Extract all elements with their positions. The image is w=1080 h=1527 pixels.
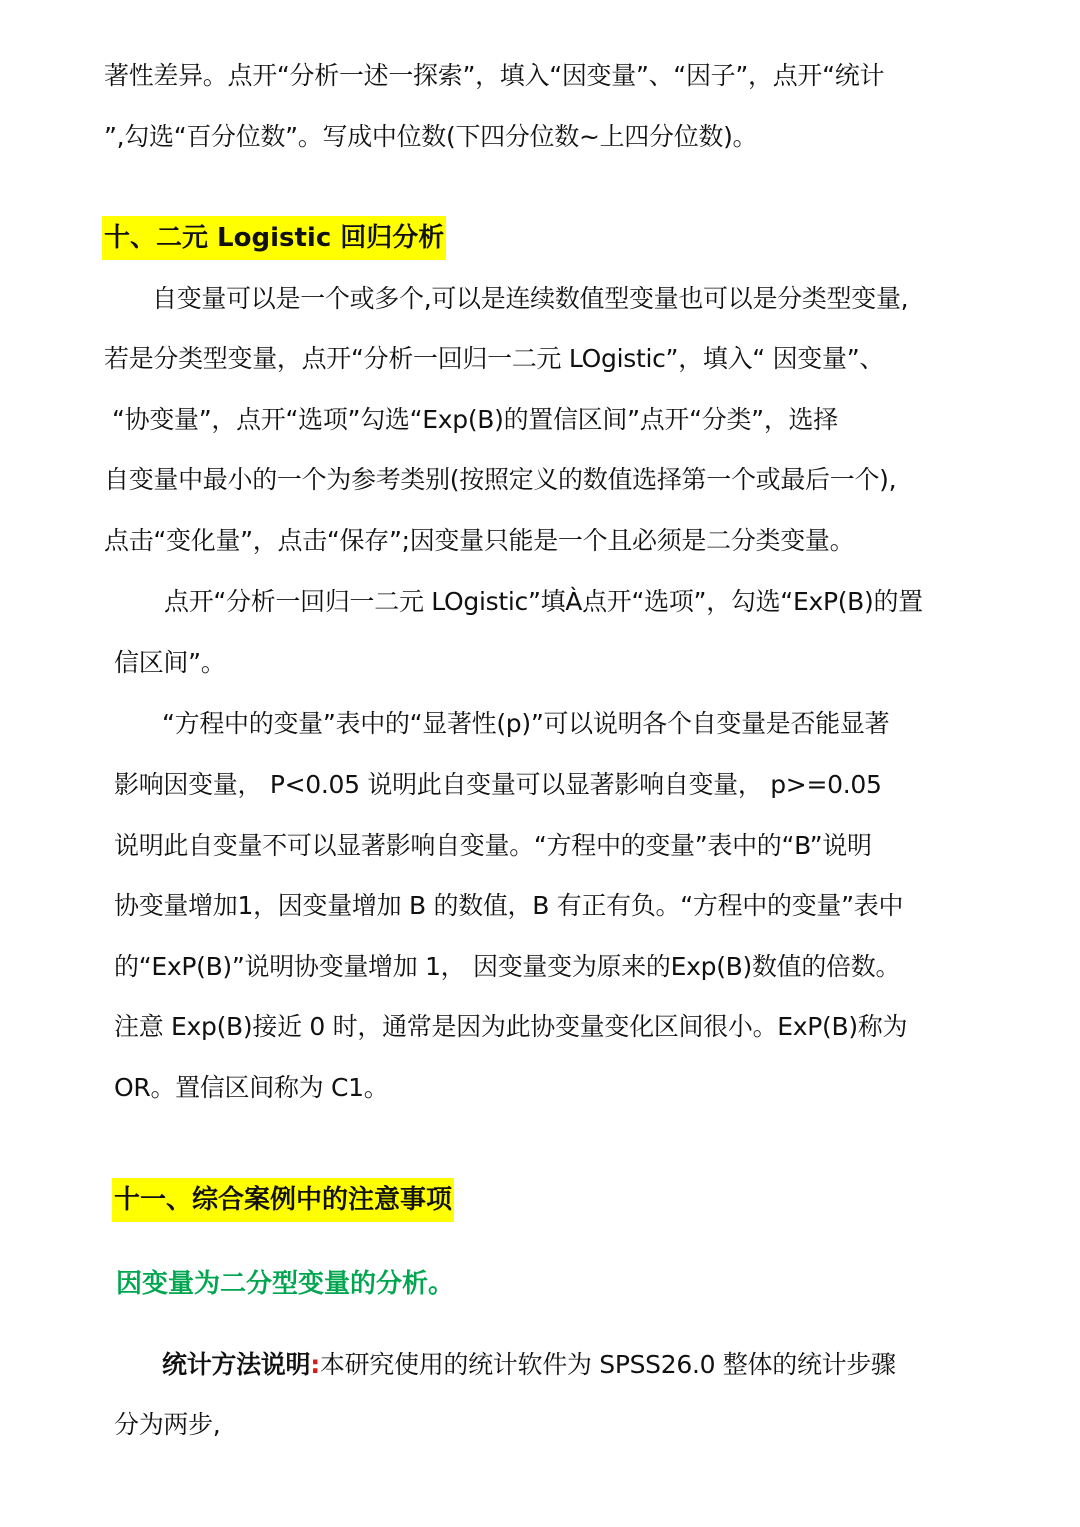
method-label: 统计方法说明 <box>162 1350 311 1379</box>
paragraph-line: 自变量中最小的一个为参考类别(按照定义的数值选择第一个或最后一个), <box>104 465 897 494</box>
paragraph-line: 影响因变量， P<0.05 说明此自变量可以显著影响自变量， p>=0.05 <box>114 770 882 799</box>
paragraph-line: 若是分类型变量，点开“分析一回归一二元 LOgistic”，填入“ 因变量”、 <box>104 344 885 373</box>
paragraph-line: “方程中的变量”表中的“显著性(p)”可以说明各个自变量是否能显著 <box>162 709 890 738</box>
paragraph-line: OR。置信区间称为 C1。 <box>114 1073 389 1102</box>
section-11-heading: 十一、综合案例中的注意事项 <box>112 1178 454 1222</box>
paragraph-line: 著性差异。点开“分析一述一探索”，填入“因变量”、“因子”，点开“统计 <box>104 61 885 90</box>
section-10-heading: 十、二元 Logistic 回归分析 <box>102 216 446 260</box>
section-11-subheading: 因变量为二分型变量的分析。 <box>116 1269 455 1299</box>
paragraph-line: ”,勾选“百分位数”。写成中位数(下四分位数~上四分位数)。 <box>104 122 758 151</box>
paragraph-line: 信区间”。 <box>114 648 226 677</box>
paragraph-line: 分为两步, <box>114 1410 221 1439</box>
method-colon: : <box>310 1350 320 1379</box>
paragraph-line: 点击“变化量”，点击“保存”;因变量只能是一个且必须是二分类变量。 <box>104 526 855 555</box>
paragraph-line: 注意 Exp(B)接近 0 时，通常是因为此协变量变化区间很小。ExP(B)称为 <box>114 1012 908 1041</box>
paragraph-line <box>162 1345 984 1385</box>
paragraph-line: 点开“分析一回归一二元 LOgistic”填À点开“选项”，勾选“ExP(B)的置 <box>164 587 923 616</box>
paragraph-line: 自变量可以是一个或多个,可以是连续数值型变量也可以是分类型变量, <box>152 284 909 313</box>
paragraph-line: 协变量增加1，因变量增加 B 的数值，B 有正有负。“方程中的变量”表中 <box>114 891 904 920</box>
paragraph-line: “协变量”，点开“选项”勾选“Exp(B)的置信区间”点开“分类”，选择 <box>112 405 838 434</box>
method-text: 本研究使用的统计软件为 SPSS26.0 整体的统计步骤 <box>319 1350 896 1379</box>
paragraph-line: 说明此自变量不可以显著影响自变量。“方程中的变量”表中的“B”说明 <box>114 831 872 860</box>
paragraph-line: 的“ExP(B)”说明协变量增加 1， 因变量变为原来的Exp(B)数值的倍数。 <box>114 952 901 981</box>
